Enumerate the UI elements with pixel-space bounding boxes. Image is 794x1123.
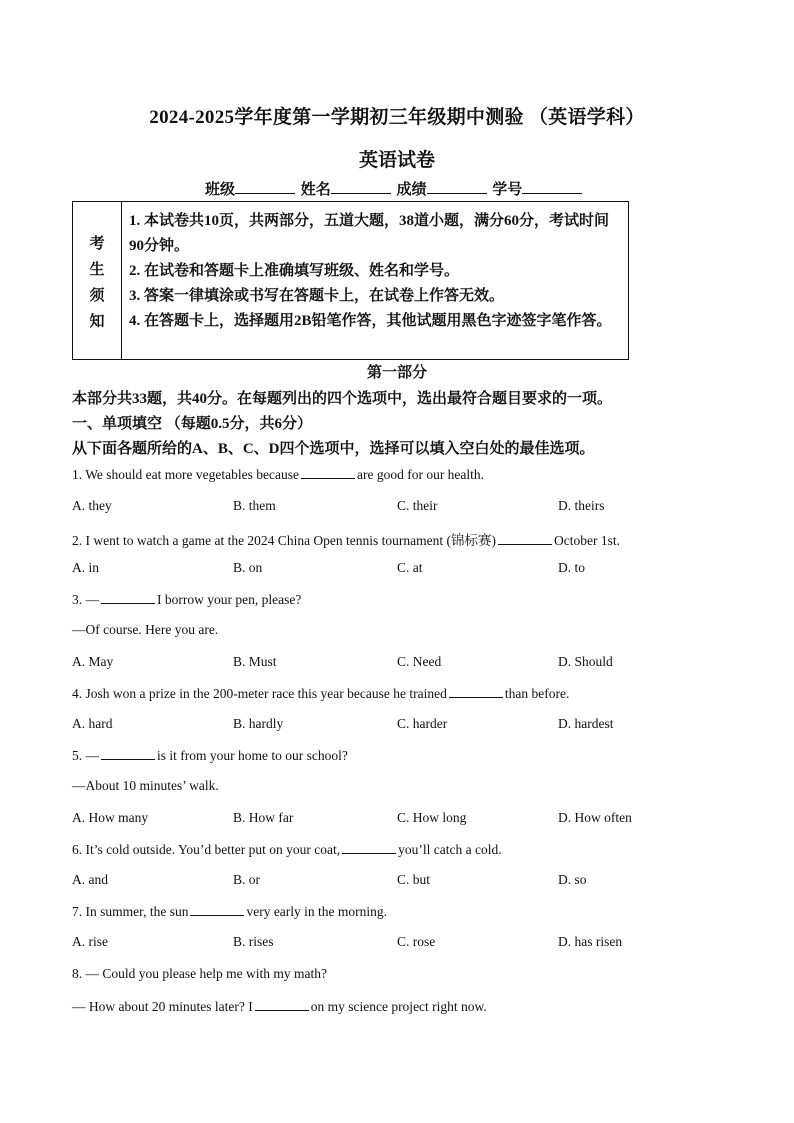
question-6	[72, 841, 502, 858]
option-b[interactable]: B. rises	[233, 934, 274, 949]
option-d[interactable]: D. How often	[558, 810, 632, 825]
student-id-label: 学号	[492, 182, 523, 198]
question-text: Josh won a prize in the 200-meter race this year because he trained	[85, 686, 447, 701]
option-a[interactable]: A. May	[72, 654, 114, 669]
question-text: I borrow your pen, please?	[157, 592, 302, 607]
option-c[interactable]: C. Need	[397, 654, 442, 669]
notice-rule: 3. 答案一律填涂或书写在答题卡上，在试卷上作答无效。	[129, 288, 505, 304]
class-label: 班级	[205, 182, 236, 198]
option-d[interactable]: D. has risen	[558, 934, 623, 949]
question-number: 3.	[72, 592, 83, 607]
answer-blank	[301, 466, 355, 479]
question-number: 2.	[72, 533, 83, 548]
exam-notice-box	[72, 201, 629, 360]
student-id-blank	[522, 179, 582, 194]
answer-blank	[342, 841, 396, 854]
question-5-options	[72, 810, 732, 830]
option-b[interactable]: B. hardly	[233, 716, 284, 731]
option-c[interactable]: C. harder	[397, 716, 448, 731]
question-7-options	[72, 934, 732, 954]
question-2	[72, 529, 620, 549]
option-c[interactable]: C. but	[397, 872, 431, 887]
notice-rule: 1. 本试卷共10页，共两部分，五道大题，38道小题，满分60分，考试时间90分钟。	[129, 213, 610, 254]
question-5-reply: —About 10 minutes’ walk.	[72, 778, 219, 793]
question-number: 1.	[72, 467, 83, 482]
question-text: are good for our health.	[356, 467, 485, 482]
option-d[interactable]: D. hardest	[558, 716, 614, 731]
notice-char: 须	[89, 288, 105, 304]
option-d[interactable]: D. Should	[558, 654, 613, 669]
part-intro: 本部分共33题，共40分。在每题列出的四个选项中，选出最符合题目要求的一项。	[72, 391, 613, 407]
question-text: —	[85, 748, 99, 763]
question-6-options	[72, 872, 732, 892]
question-5	[72, 747, 348, 764]
option-a[interactable]: A. in	[72, 560, 99, 575]
question-text: — Could you please help me with my math?	[85, 966, 327, 981]
score-blank	[427, 179, 487, 194]
option-a[interactable]: A. they	[72, 498, 112, 513]
question-3	[72, 591, 301, 608]
question-text: In summer, the sun	[85, 904, 189, 919]
question-8	[72, 966, 327, 982]
question-text: It’s cold outside. You’d better put on your coat,	[85, 842, 341, 857]
option-d[interactable]: D. so	[558, 872, 587, 887]
notice-char: 知	[89, 314, 105, 330]
question-text: We should eat more vegetables because	[85, 467, 299, 482]
question-text: is it from your home to our school?	[157, 748, 348, 763]
name-label: 姓名	[300, 182, 331, 198]
question-3-options	[72, 654, 732, 674]
question-text: than before.	[504, 686, 570, 701]
option-c[interactable]: C. rose	[397, 934, 436, 949]
option-a[interactable]: A. hard	[72, 716, 113, 731]
question-4	[72, 685, 569, 702]
question-number: 4.	[72, 686, 83, 701]
exam-title: 2024-2025学年度第一学期初三年级期中测验 （英语学科）	[149, 107, 645, 128]
question-1	[72, 466, 484, 483]
notice-rule: 4. 在答题卡上，选择题用2B铅笔作答，其他试题用黑色字迹签字笔作答。	[129, 313, 612, 329]
answer-blank	[449, 685, 503, 698]
option-b[interactable]: B. How far	[233, 810, 294, 825]
question-text: —	[85, 592, 99, 607]
option-b[interactable]: B. or	[233, 872, 260, 887]
option-a[interactable]: A. and	[72, 872, 108, 887]
name-blank	[331, 179, 391, 194]
section-instruction: 从下面各题所给的A、B、C、D四个选项中，选择可以填入空白处的最佳选项。	[72, 441, 595, 457]
option-b[interactable]: B. on	[233, 560, 263, 575]
option-c[interactable]: C. at	[397, 560, 423, 575]
option-c[interactable]: C. their	[397, 498, 438, 513]
option-b[interactable]: B. them	[233, 498, 276, 513]
notice-rule: 2. 在试卷和答题卡上准确填写班级、姓名和学号。	[129, 263, 460, 279]
option-a[interactable]: A. rise	[72, 934, 108, 949]
exam-subtitle: 英语试卷	[358, 150, 435, 171]
answer-blank	[255, 998, 309, 1011]
question-text: — How about 20 minutes later? I	[72, 999, 253, 1014]
option-d[interactable]: D. to	[558, 560, 585, 575]
answer-blank	[498, 532, 552, 545]
question-text: on my science project right now.	[310, 999, 487, 1014]
section-title: 一、单项填空 （每题0.5分，共6分）	[72, 416, 313, 432]
question-7	[72, 903, 387, 920]
answer-blank	[101, 591, 155, 604]
answer-blank	[190, 903, 244, 916]
question-number: 5.	[72, 748, 83, 763]
class-blank	[235, 179, 295, 194]
notice-side-label	[73, 202, 122, 359]
student-info-line	[205, 178, 584, 199]
question-1-options	[72, 498, 732, 518]
score-label: 成绩	[396, 182, 427, 198]
option-c[interactable]: C. How long	[397, 810, 467, 825]
question-text: October 1st.	[554, 533, 621, 548]
option-d[interactable]: D. theirs	[558, 498, 605, 513]
question-3-reply: —Of course. Here you are.	[72, 622, 219, 637]
part-heading: 第一部分	[366, 365, 427, 381]
option-a[interactable]: A. How many	[72, 810, 149, 825]
question-number: 8.	[72, 966, 83, 981]
notice-rules	[129, 209, 623, 334]
question-4-options	[72, 716, 732, 736]
option-b[interactable]: B. Must	[233, 654, 277, 669]
question-text: you’ll catch a cold.	[398, 842, 502, 857]
question-2-options	[72, 560, 732, 580]
question-text: very early in the morning.	[246, 904, 388, 919]
notice-char: 考	[89, 236, 105, 252]
question-text: I went to watch a game at the 2024 China Open tennis tournament (锦标赛)	[85, 533, 497, 548]
notice-char: 生	[89, 262, 105, 278]
question-number: 7.	[72, 904, 83, 919]
answer-blank	[101, 747, 155, 760]
question-number: 6.	[72, 842, 83, 857]
question-8-reply	[72, 998, 487, 1015]
